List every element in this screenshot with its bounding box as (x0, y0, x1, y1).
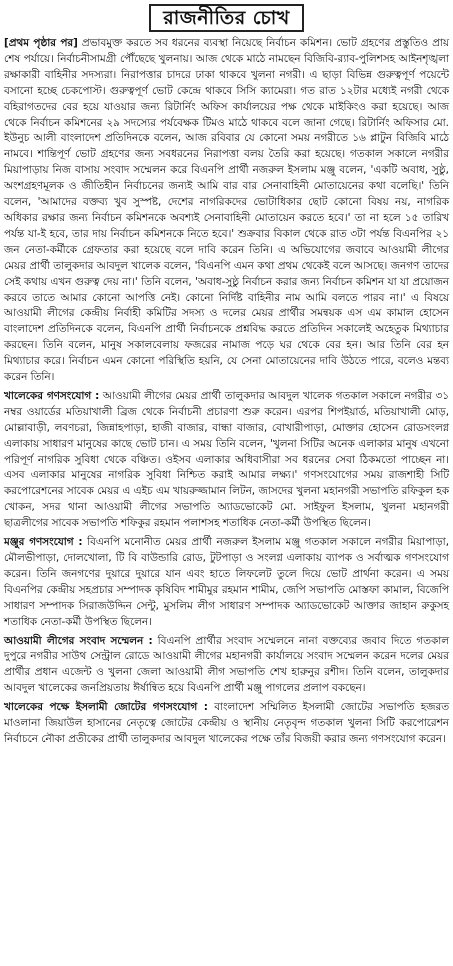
article-paragraph-intro (4, 36, 449, 386)
paragraph-text: বিএনপি প্রার্থীর সংবাদ সম্মেলনে নানা বক্তব্যের জবাব দিতে গতকাল দুপুরে নগরীর সাউথ সেন্ট্রাল রোডে আওয়ামী লীগের মহানগরী কার্যালয়ে সংবাদ সম্মেলন করেন দলের মেয়র প্রার্থীর প্রধান এজেন্ট ও খুলনা জেলা আওয়ামী লীগ সভাপতি শেখ হারুনুর রশীদ। তিনি বলেন, তালুকদার আবদুল খালেকের জনপ্রিয়তায় ঈর্ষান্বিত হয়ে বিএনপি প্রার্থী মঞ্জু পাগলের প্রলাপ বকছেন। (4, 634, 449, 695)
paragraph-text: বাংলাদেশ সম্মিলিত ইসলামী জোটের সভাপতি হজরত মাওলানা জিয়াউল হাসানের নেতৃত্বে জোটের কেন্দ্রীয় ও স্থানীয় নেতৃবৃন্দ গতকাল খুলনা সিটি করপোরেশন নির্বাচনে নৌকা প্রতীকের প্রার্থী তালুকদার আবদুল খালেকের পক্ষে তাঁর বিজয়ী করার জন্য গণসংযোগ করেন। (4, 701, 449, 745)
subheading: আওয়ামী লীগের সংবাদ সম্মেলন : (4, 634, 153, 647)
paragraph-text: প্রভাবমুক্ত করতে সব ধরনের ব্যবস্থা নিয়েছে নির্বাচন কমিশন। ভোট গ্রহণের প্রস্তুতিও প্রায় শেষ পর্যায়ে। নির্বাচনীসামগ্রী পৌঁছেছে খুলনায়। আজ থেকে মাঠে নামছেন বিজিবি-র‌্যাব-পুলিশসহ আইনশৃঙ্খলা রক্ষাকারী বাহিনীর সদস্যরা। নিরাপত্তার চাদরে ঢাকা থাকবে খুলনা নগরী। এ ছাড়া বিভিন্ন গুরুত্বপূর্ণ পয়েন্টে বসানো হচ্ছে চেকপোস্ট। গুরুত্বপূর্ণ ভোট কেন্দ্রে থাকবে সিসি ক্যামেরা। গত রাত ১২টার মধ্যেই নগরী থেকে বহিরাগতদের বের হয়ে যাওয়ার জন্য রিটার্নিং অফিস কার্যালয়ের পক্ষ থেকে মাইকিংও করা হয়েছে। আজ থেকে নির্বাচন কমিশনের ২৯ সদস্যের পর্যবেক্ষক টিমও মাঠে থাকবে বলে জানা গেছে। রিটার্নিং অফিসার মো. ইউনুচ আলী বাংলাদেশ প্রতিদিনকে বলেন, আজ রবিবার যে কোনো সময় নগরীতে ১৬ প্লাটুন বিজিবি মাঠে নামবে। শান্তিপূর্ণ ভোট গ্রহণের জন্য সবধরনের নিরাপত্তা বলয় তৈরি করা হয়েছে। গতকাল সকালে নগরীর মিয়াপাড়ায় নিজ বাসায় সংবাদ সম্মেলন করে বিএনপি প্রার্থী নজরুল ইসলাম মঞ্জু বলেন, 'একটি অবাধ, সুষ্ঠু, অংশগ্রহণমূলক ও জীতিহীন নির্বাচনের জন্যই আমি বার বার সেনাবাহিনী মোতায়েনের কথা বলেছি।' তিনি বলেন, 'আমাদের বক্তব্য খুব সুস্পষ্ট, দেশের নাগরিকদের ভোটাধিকার ছোট কোনো বিষয় নয়, নাগরিক অধিকার রক্ষার জন্য নির্বাচন কমিশনকে অবশ্যই সেনাবাহিনী মোতায়েন করতে হবে।' তা না হলে ১৫ তারিখ পর্যন্ত যা-ই হবে, তার দায় নির্বাচন কমিশনকে নিতে হবে।' শুক্রবার বিকাল থেকে রাত ৩টা পর্যন্ত বিএনপির ২১ জন নেতা-কর্মীকে গ্রেফতার করা হয়েছে বলে দাবি করেন তিনি। এ অভিযোগের জবাবে আওয়ামী লীগের মেয়র প্রার্থী তালুকদার আবদুল খালেক বলেন, 'বিএনপি এমন কথা প্রথম থেকেই বলে আসছে। জনগণ তাদের সেই কথায় এখন গুরুত্ব দেয় না।' তিনি বলেন, 'অবাধ-সুষ্ঠু নির্বাচন করার জন্য নির্বাচন কমিশন যা যা প্রয়োজন করবে তাতে আমার কোনো আপত্তি নেই। কোনো নির্দিষ্ট বাহিনীর নাম আমি বলতে পারব না।' এ বিষয়ে আওয়ামী লীগের কেন্দ্রীয় নির্বাহী কমিটির সদস্য ও দলের মেয়র প্রার্থীর সমন্বয়ক এস এম কামাল হোসেন বাংলাদেশ প্রতিদিনকে বলেন, বিএনপি প্রার্থী নির্বাচনকে প্রশ্নবিদ্ধ করতে প্রতিদিন সকালেই অহেতুক মিথ্যাচার করছেন। তিনি বলেন, মানুষ সকালবেলায় ফজরের নামাজ পড়ে ঘর থেকে বের হন। আর তিনি বের হন মিথ্যাচার করে। নির্বাচন এমন কোনো পরিস্থিতি হয়নি, যে সেনা মোতায়েনের দাবি উঠতে পারে, বলেও মন্তব্য করেন তিনি। (4, 37, 449, 384)
subheading: খালেকের গণসংযোগ : (4, 389, 100, 402)
headline-box (4, 4, 449, 32)
subheading: মঞ্জুর গণসংযোগ : (4, 536, 83, 549)
article-paragraph-monju-campaign (4, 535, 449, 630)
paragraph-text: বিএনপি মনোনীত মেয়র প্রার্থী নজরুল ইসলাম মঞ্জু গতকাল সকালে নগরীর মিয়াপাড়া, মৌলভীপাড়া, দোলখোলা, টি বি বাউন্ডারি রোড, টুটপাড়া ও সংলগ্ন এলাকায় ব্যাপক ও সর্বাত্মক গণসংযোগ করেন। তিনি জনগণের দুয়ারে দুয়ারে যান এবং হাতে লিফলেট তুলে দিয়ে ভোট প্রার্থনা করেন। এ সময় বিএনপির কেন্দ্রীয় সহপ্রচার সম্পাদক কৃষিবিদ শামীমুর রহমান শামীম, জেপি সভাপতি মোস্তফা কামাল, বিজেপি সাধারণ সম্পাদক সিরাজউদ্দিন সেন্টু, মুসলিম লীগ সাধারণ সম্পাদক অ্যাডভোকেট আক্তার জাহান রুকুসহ শতাধিক নেতা-কর্মী উপস্থিত ছিলেন। (4, 536, 449, 628)
paragraph-text: আওয়ামী লীগের মেয়র প্রার্থী তালুকদার আবদুল খালেক গতকাল সকালে নগরীর ৩১ নম্বর ওয়ার্ডের মতিয়াখালী ব্রিজ থেকে নির্বাচনী প্রচারণা শুরু করেন। এরপর শিপইয়ার্ড, মতিয়াখালী মোড়, মোল্লাবাড়ী, লবণচরা, জিন্নাহপাড়া, হাজী বাজার, বান্ধা বাজার, বোখারীপাড়া, মোক্তার হোসেন রোডসংলগ্ন এলাকায় সাধারণ মানুষের কাছে ভোট চান। এ সময় তিনি বলেন, 'খুলনা সিটির অনেক এলাকার মানুষ এখনো পরিপূর্ণ নাগরিক সুবিধা থেকে বঞ্চিত। ওইসব এলাকার অধিবাসীরা সব ধরনের সেবা ঠিকমতো পাচ্ছেন না। এসব এলাকার মানুষের নাগরিক সুবিধা নিশ্চিত করাই আমার লক্ষ্য।' গণসংযোগের সময় রাজশাহী সিটি করপোরেশনের সাবেক মেয়র এ এইচ এম খায়রুজ্জামান লিটন, জাসদের খুলনা মহানগরী সভাপতি রফিকুল হক খোকন, সদর থানা আওয়ামী লীগের সভাপতি অ্যাডভোকেট মো. সাইফুল ইসলাম, খুলনা মহানগরী ছাত্রলীগের সাবেক সভাপতি শফিকুর রহমান পলাশসহ শতাধিক নেতা-কর্মী উপস্থিত ছিলেন। (4, 389, 449, 530)
article-paragraph-islamic-alliance (4, 700, 449, 748)
article-paragraph-khaleq-campaign (4, 389, 449, 532)
article-paragraph-press-conference (4, 634, 449, 698)
headline: রাজনীতির চোখ (149, 4, 303, 32)
subheading: খালেকের পক্ষে ইসলামী জোটের গণসংযোগ : (4, 701, 208, 714)
continuation-marker: [প্রথম পৃষ্ঠার পর] (4, 37, 78, 49)
